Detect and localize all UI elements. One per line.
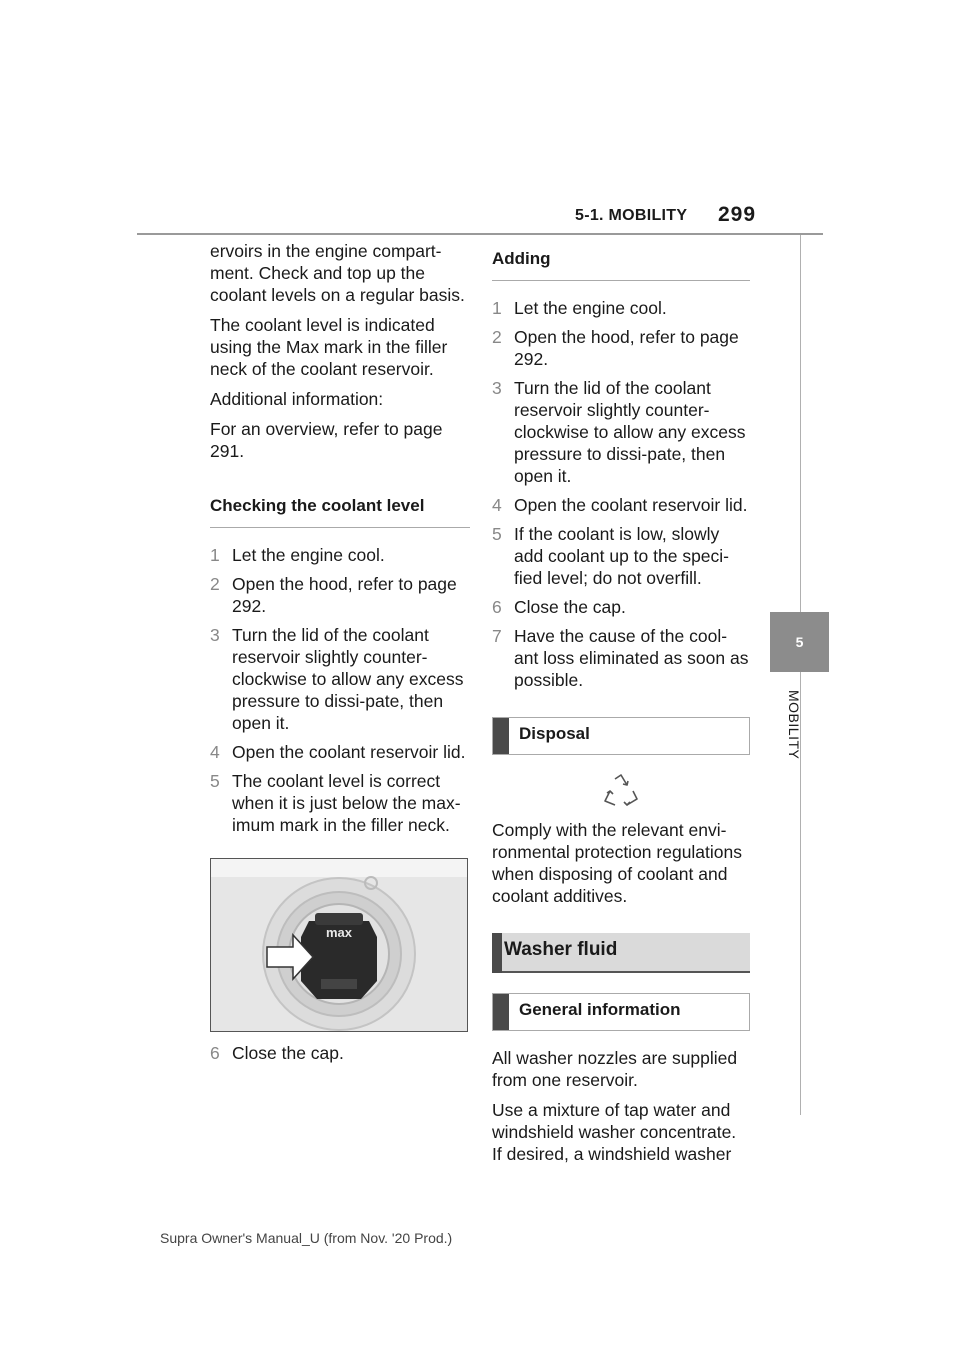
header-rule [137,233,823,235]
list-item [492,596,750,618]
left-column [210,240,470,1071]
max-mark-label: max [325,925,353,940]
step-text: If the coolant is low, slowly add coolant up to the speci-fied level; do not overfill. [514,524,730,588]
list-item [492,326,750,370]
recycle-icon [601,771,641,811]
step-text: Have the cause of the cool-ant loss eliminated as soon as possible. [514,626,749,690]
general-information-heading: General information [492,993,750,1031]
intro-paragraph: The coolant level is indicated using the Max mark in the filler neck of the coolant reservoir. [210,315,448,379]
step-number: 4 [210,742,220,762]
list-item [210,544,470,566]
step-text: Close the cap. [514,597,626,617]
step-text: Open the hood, refer to page 292. [232,574,457,616]
list-item [492,625,750,691]
adding-heading: Adding [492,242,750,281]
step-number: 3 [492,378,502,398]
side-divider [800,235,801,1115]
chapter-label: MOBILITY [786,690,802,760]
step-text: Turn the lid of the coolant reservoir slightly counter-clockwise to allow any excess pressure to dissi-pate, then open it. [514,378,746,486]
coolant-cap-illustration [211,859,467,1031]
step-number: 1 [492,298,502,318]
step-text: Open the coolant reservoir lid. [514,495,748,515]
list-item [492,297,750,319]
list-item [492,494,750,516]
step-number: 5 [492,524,502,544]
step-number: 2 [210,574,220,594]
step-text: Open the coolant reservoir lid. [232,742,466,762]
step-text: Turn the lid of the coolant reservoir slightly counter-clockwise to allow any excess pressure to dissi-pate, then open it. [232,625,464,733]
intro-paragraph: ervoirs in the engine compart-ment. Check and top up the coolant levels on a regular basis. [210,241,465,305]
step-text: Let the engine cool. [232,545,385,565]
right-column [492,240,750,1173]
general-paragraph: All washer nozzles are supplied from one reservoir. [492,1048,738,1090]
step-text: The coolant level is correct when it is just below the max-imum mark in the filler neck. [232,771,461,835]
general-paragraph: Use a mixture of tap water and windshield washer concentrate. If desired, a windshield washer [492,1100,737,1164]
list-item [210,741,470,763]
step-number: 2 [492,327,502,347]
disposal-heading: Disposal [492,717,750,755]
chapter-tab[interactable]: 5 [770,612,829,672]
disposal-text: Comply with the relevant envi-ronmental protection regulations when disposing of coolant and coolant additives. [492,820,743,906]
step-number: 3 [210,625,220,645]
step-number: 6 [492,597,502,617]
checking-heading: Checking the coolant level [210,488,470,528]
list-item [210,573,470,617]
list-item [210,1042,470,1064]
header-title: 5-1. MOBILITY [575,207,688,224]
step-number: 7 [492,626,502,646]
washer-fluid-heading: Washer fluid [492,933,750,973]
intro-paragraph: Additional information: [210,389,384,409]
list-item [492,377,750,487]
step-number: 4 [492,495,502,515]
step-number: 6 [210,1043,220,1063]
coolant-reservoir-figure [210,858,468,1032]
step-text: Open the hood, refer to page 292. [514,327,739,369]
footer-text: Supra Owner's Manual_U (from Nov. '20 Prod.) [160,1230,453,1246]
page-number: 299 [718,203,757,226]
step-number: 1 [210,545,220,565]
step-number: 5 [210,771,220,791]
step-text: Close the cap. [232,1043,344,1063]
intro-paragraph: For an overview, refer to page 291. [210,419,443,461]
list-item [210,624,470,734]
list-item [210,770,470,836]
step-text: Let the engine cool. [514,298,667,318]
list-item [492,523,750,589]
